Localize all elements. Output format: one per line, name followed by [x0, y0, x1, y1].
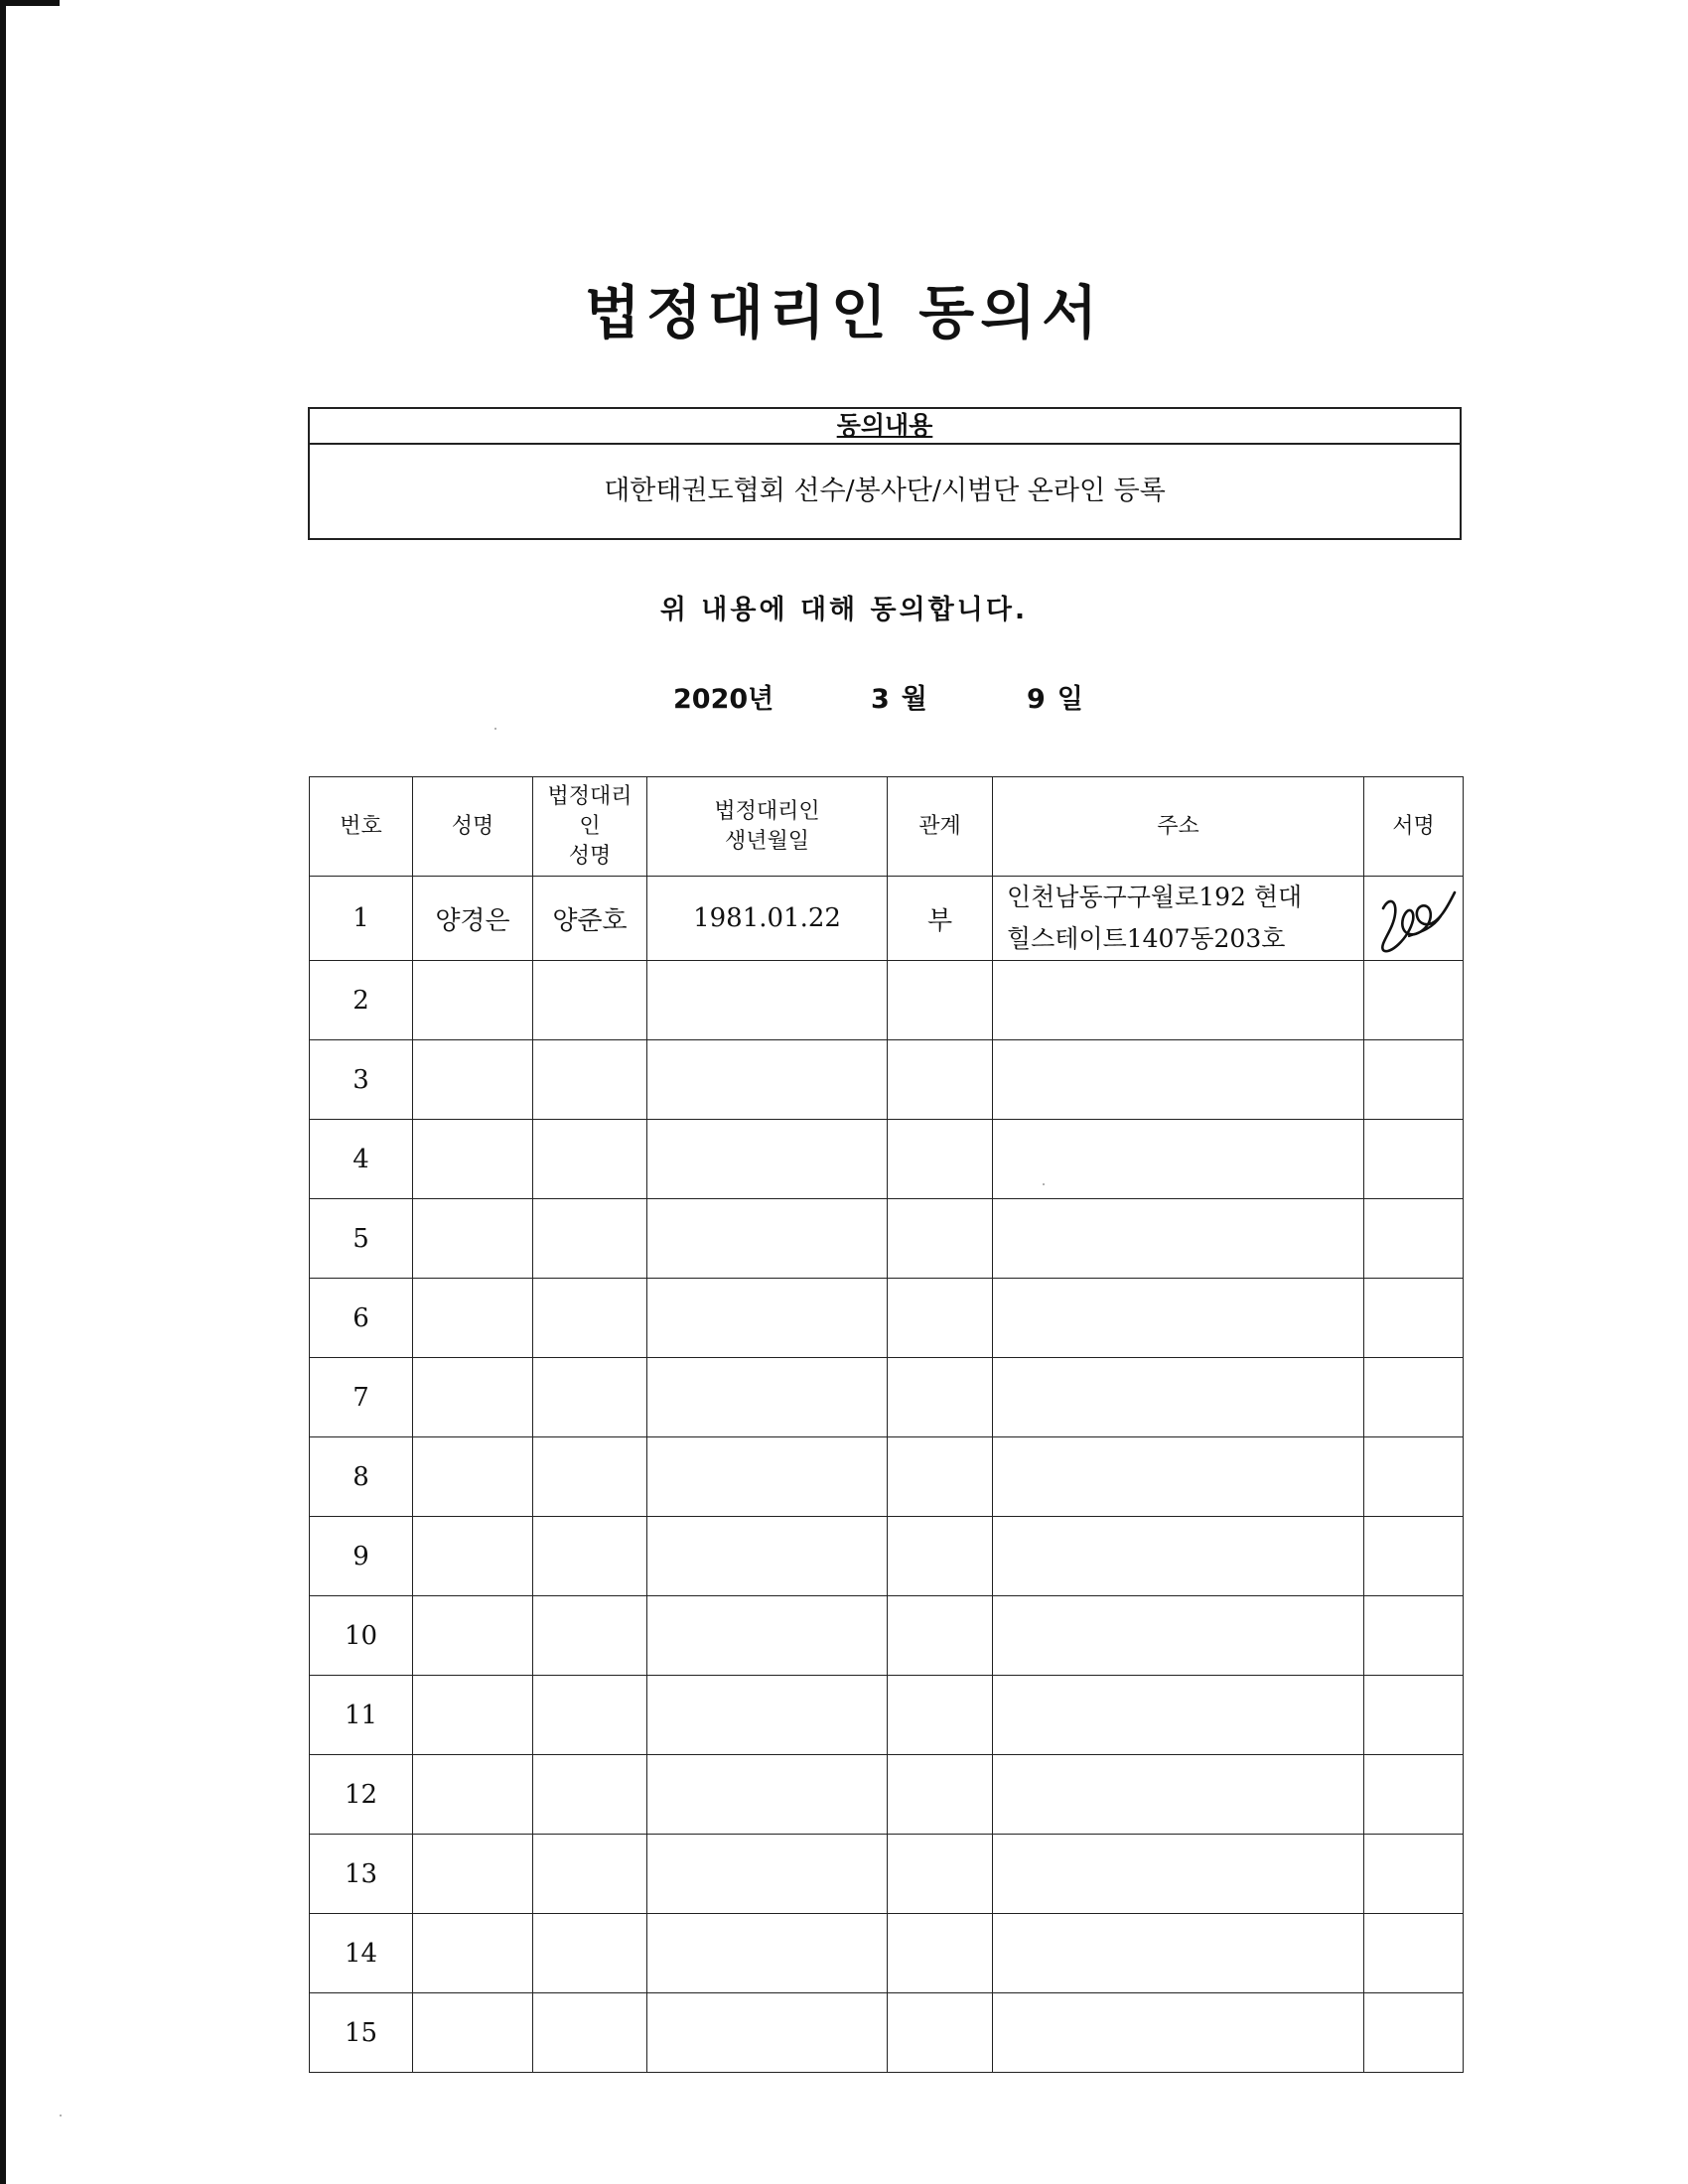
cell-address [993, 1676, 1364, 1755]
scan-speck [494, 728, 496, 730]
cell-guardian-name [533, 1835, 647, 1914]
cell-guardian-name [533, 961, 647, 1040]
cell-address [993, 1993, 1364, 2073]
cell-address [993, 1596, 1364, 1676]
cell-number: 10 [310, 1596, 413, 1676]
table-row [310, 1437, 1464, 1517]
cell-guardian-name [533, 1676, 647, 1755]
cell-address [993, 1755, 1364, 1835]
document-title: 법정대리인 동의서 [584, 279, 1104, 346]
table-body [310, 877, 1464, 2073]
cell-number: 6 [310, 1279, 413, 1358]
date-month [871, 677, 927, 716]
table-header-row [310, 777, 1464, 877]
cell-address-line2: 힐스테이트1407동203호 [1007, 924, 1286, 953]
cell-signature [1364, 1279, 1464, 1358]
cell-guardian-birth [647, 1755, 888, 1835]
cell-guardian-name [533, 1279, 647, 1358]
table-row [310, 1279, 1464, 1358]
table-row [310, 1040, 1464, 1120]
cell-number: 8 [310, 1437, 413, 1517]
cell-guardian-name [533, 1755, 647, 1835]
table-row [310, 1517, 1464, 1596]
header-guardian-birth [647, 777, 888, 877]
cell-address [993, 877, 1364, 961]
cell-guardian-name [533, 1437, 647, 1517]
cell-guardian-name [533, 1517, 647, 1596]
cell-guardian-birth [647, 1199, 888, 1279]
table-row [310, 1596, 1464, 1676]
cell-name [413, 961, 533, 1040]
consent-content: 대한태권도협회 선수/봉사단/시범단 온라인 등록 [604, 476, 1166, 506]
cell-name [413, 1279, 533, 1358]
cell-name [413, 1835, 533, 1914]
header-guardian-name [533, 777, 647, 877]
cell-name [413, 1517, 533, 1596]
header-signature: 서명 [1364, 777, 1464, 877]
cell-signature [1364, 961, 1464, 1040]
header-guardian-name-line2: 인 [579, 813, 601, 839]
cell-signature [1364, 1437, 1464, 1517]
cell-relation [888, 1835, 993, 1914]
cell-name [413, 1755, 533, 1835]
cell-guardian-name: 양준호 [533, 877, 647, 961]
header-guardian-birth-line2: 생년월일 [724, 828, 809, 854]
cell-guardian-birth [647, 1358, 888, 1437]
cell-guardian-birth [647, 961, 888, 1040]
cell-guardian-birth [647, 1517, 888, 1596]
cell-guardian-birth [647, 1676, 888, 1755]
cell-signature [1364, 1358, 1464, 1437]
cell-relation [888, 961, 993, 1040]
header-name: 성명 [413, 777, 533, 877]
table-row [310, 1755, 1464, 1835]
cell-guardian-name [533, 1120, 647, 1199]
table-row [310, 1835, 1464, 1914]
cell-name [413, 1914, 533, 1993]
cell-relation [888, 1358, 993, 1437]
scan-speck [60, 2115, 62, 2116]
cell-guardian-name [533, 1993, 647, 2073]
cell-signature [1364, 1040, 1464, 1120]
date-day-value: 9 [1027, 684, 1046, 715]
date-month-value: 3 [871, 684, 890, 715]
cell-name [413, 1120, 533, 1199]
cell-number: 4 [310, 1120, 413, 1199]
header-guardian-name-line3: 성명 [568, 843, 612, 869]
header-number: 번호 [310, 777, 413, 877]
cell-guardian-birth [647, 1437, 888, 1517]
table-row [310, 1914, 1464, 1993]
date-day-unit: 일 [1056, 684, 1083, 715]
cell-address [993, 1437, 1364, 1517]
table-row [310, 877, 1464, 961]
cell-number: 9 [310, 1517, 413, 1596]
cell-guardian-birth [647, 1835, 888, 1914]
cell-guardian-name [533, 1040, 647, 1120]
date-month-unit: 월 [901, 684, 927, 715]
header-relation: 관계 [888, 777, 993, 877]
cell-address [993, 1199, 1364, 1279]
cell-address [993, 1517, 1364, 1596]
cell-guardian-birth [647, 1279, 888, 1358]
cell-guardian-name [533, 1358, 647, 1437]
table-row [310, 1358, 1464, 1437]
cell-relation [888, 1914, 993, 1993]
cell-name [413, 1040, 533, 1120]
cell-signature [1364, 877, 1464, 961]
cell-number: 2 [310, 961, 413, 1040]
header-guardian-birth-line1: 법정대리인 [714, 798, 820, 824]
cell-guardian-name [533, 1914, 647, 1993]
cell-signature [1364, 1914, 1464, 1993]
cell-relation [888, 1040, 993, 1120]
cell-number: 12 [310, 1755, 413, 1835]
cell-address [993, 1120, 1364, 1199]
table-row [310, 1993, 1464, 2073]
cell-relation: 부 [888, 877, 993, 961]
date-year: 2020년 [673, 684, 774, 715]
cell-signature [1364, 1517, 1464, 1596]
cell-number: 1 [310, 877, 413, 961]
header-address: 주소 [993, 777, 1364, 877]
cell-signature [1364, 1835, 1464, 1914]
cell-relation [888, 1517, 993, 1596]
cell-relation [888, 1279, 993, 1358]
cell-number: 13 [310, 1835, 413, 1914]
cell-guardian-birth [647, 1993, 888, 2073]
cell-address [993, 961, 1364, 1040]
guardian-table [309, 776, 1464, 2073]
cell-number: 3 [310, 1040, 413, 1120]
cell-signature [1364, 1993, 1464, 2073]
cell-guardian-name [533, 1596, 647, 1676]
cell-guardian-name [533, 1199, 647, 1279]
cell-number: 15 [310, 1993, 413, 2073]
header-guardian-name-line1: 법정대리 [547, 783, 633, 809]
cell-number: 5 [310, 1199, 413, 1279]
table-row [310, 1120, 1464, 1199]
cell-name [413, 1596, 533, 1676]
cell-relation [888, 1755, 993, 1835]
cell-name [413, 1358, 533, 1437]
cell-address [993, 1040, 1364, 1120]
cell-signature [1364, 1596, 1464, 1676]
cell-relation [888, 1676, 993, 1755]
cell-signature [1364, 1676, 1464, 1755]
cell-signature [1364, 1755, 1464, 1835]
cell-guardian-birth [647, 1596, 888, 1676]
consent-header: 동의내용 [310, 409, 1460, 445]
date-day [1027, 677, 1083, 716]
cell-name [413, 1676, 533, 1755]
cell-name [413, 1199, 533, 1279]
cell-address [993, 1835, 1364, 1914]
cell-number: 14 [310, 1914, 413, 1993]
scan-edge-mark-top [0, 0, 60, 6]
cell-relation [888, 1120, 993, 1199]
cell-guardian-birth [647, 1040, 888, 1120]
cell-name: 양경은 [413, 877, 533, 961]
cell-relation [888, 1993, 993, 2073]
cell-name [413, 1993, 533, 2073]
table-row [310, 1199, 1464, 1279]
cell-relation [888, 1596, 993, 1676]
agree-statement: 위 내용에 대해 동의합니다. [659, 595, 1029, 625]
cell-number: 7 [310, 1358, 413, 1437]
cell-address [993, 1914, 1364, 1993]
cell-relation [888, 1437, 993, 1517]
cell-guardian-birth [647, 1120, 888, 1199]
cell-signature [1364, 1120, 1464, 1199]
signature-mark [1369, 879, 1459, 958]
cell-address [993, 1358, 1364, 1437]
cell-name [413, 1437, 533, 1517]
cell-number: 11 [310, 1676, 413, 1755]
cell-signature [1364, 1199, 1464, 1279]
consent-box [308, 407, 1462, 540]
cell-address-line1: 인천남동구구월로192 현대 [1007, 883, 1303, 911]
table-row [310, 1676, 1464, 1755]
cell-address [993, 1279, 1364, 1358]
cell-guardian-birth: 1981.01.22 [647, 877, 888, 961]
cell-guardian-birth [647, 1914, 888, 1993]
cell-relation [888, 1199, 993, 1279]
table-row [310, 961, 1464, 1040]
